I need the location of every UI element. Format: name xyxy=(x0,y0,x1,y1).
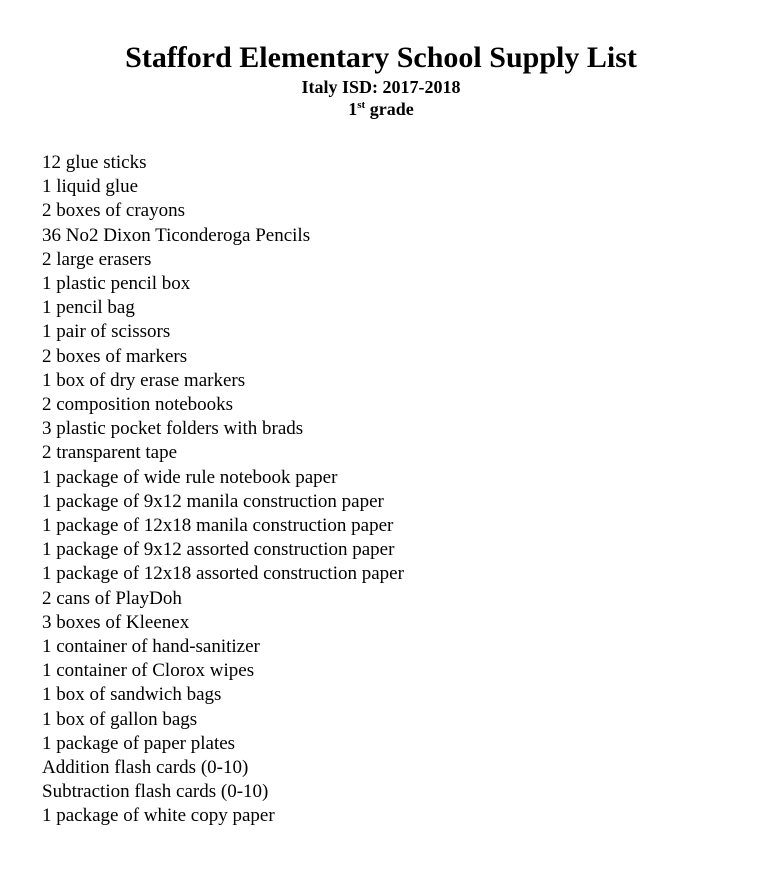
supply-list-item: 36 No2 Dixon Ticonderoga Pencils xyxy=(42,224,311,246)
supply-list-item: 1 liquid glue xyxy=(42,176,139,198)
supply-list-item: 1 package of 9x12 assorted construction paper xyxy=(42,539,395,561)
grade-word: grade xyxy=(365,99,414,119)
supply-list-item: 3 plastic pocket folders with brads xyxy=(42,418,304,440)
grade-line xyxy=(0,98,762,120)
supply-list-item: 1 package of 12x18 manila construction paper xyxy=(42,515,394,537)
supply-list-item: 1 box of sandwich bags xyxy=(42,684,222,706)
supply-list-item: 1 box of gallon bags xyxy=(42,708,198,730)
supply-list-item: 1 package of wide rule notebook paper xyxy=(42,466,338,488)
supply-list-item: Addition flash cards (0-10) xyxy=(42,757,249,779)
supply-list-item: 12 glue sticks xyxy=(42,152,147,173)
supply-list-item: 1 container of Clorox wipes xyxy=(42,660,255,682)
document-subtitle: Italy ISD: 2017-2018 xyxy=(301,77,461,97)
supply-list-item: 3 boxes of Kleenex xyxy=(42,611,190,633)
supply-list-item: Subtraction flash cards (0-10) xyxy=(42,781,269,803)
supply-list-item: 1 package of paper plates xyxy=(42,732,236,754)
supply-list-item: 2 boxes of markers xyxy=(42,345,188,367)
supply-list-item: 2 cans of PlayDoh xyxy=(42,587,182,609)
supply-list-item: 1 package of 12x18 assorted construction paper xyxy=(42,563,404,585)
grade-number: 1 xyxy=(348,99,358,119)
supply-list-item: 2 composition notebooks xyxy=(42,394,234,416)
supply-list-item: 1 pencil bag xyxy=(42,297,135,319)
supply-list-item: 1 plastic pencil box xyxy=(42,273,191,295)
supply-list-item: 1 package of 9x12 manila construction paper xyxy=(42,490,384,512)
supply-list-item: 1 box of dry erase markers xyxy=(42,369,246,391)
grade-ordinal-suffix: st xyxy=(357,99,366,111)
supply-list-item: 2 large erasers xyxy=(42,248,152,270)
supply-list xyxy=(0,151,762,829)
supply-list-item: 2 transparent tape xyxy=(42,442,178,464)
supply-list-item: 1 container of hand-sanitizer xyxy=(42,636,260,658)
document-title: Stafford Elementary School Supply List xyxy=(125,41,637,74)
supply-list-item: 1 pair of scissors xyxy=(42,321,171,343)
supply-list-item: 1 package of white copy paper xyxy=(42,805,275,827)
supply-list-item: 2 boxes of crayons xyxy=(42,200,185,222)
